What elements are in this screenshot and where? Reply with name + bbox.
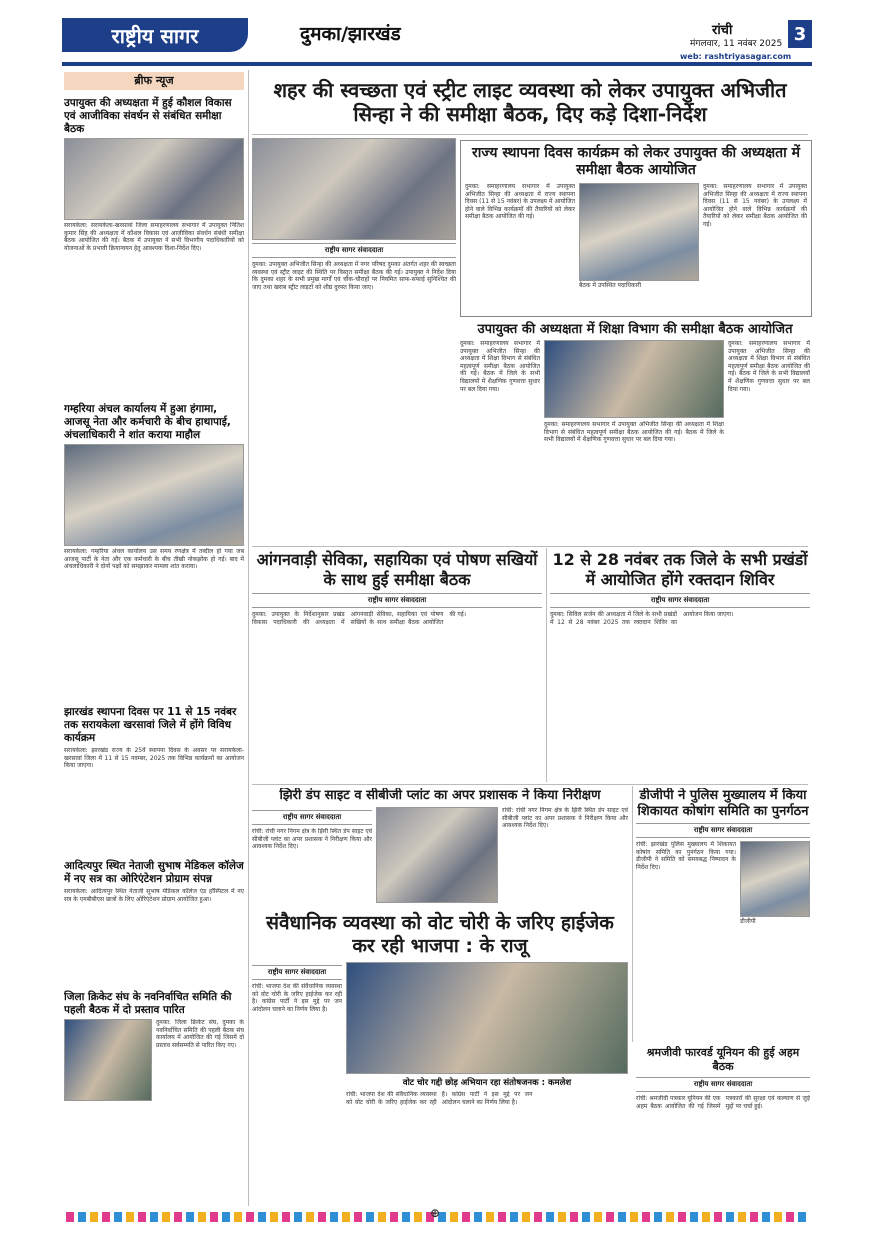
divider — [252, 546, 808, 547]
anganwadi-body: दुमका: उपायुक्त के निर्देशानुसार प्रखंड विकास पदाधिकारी की अध्यक्षता में आंगनवाड़ी सेविका, सहायिका एवं पोषण सखियों के साथ समीक्षा बैठक आयोजित की गई। — [252, 611, 466, 626]
vote-story — [252, 962, 628, 1206]
dgp-photo — [740, 841, 810, 917]
brief-headline: झारखंड स्थापना दिवस पर 11 से 15 नवंबर तक सरायकेला खरसावां जिले में होंगे विविध कार्यक्रम — [64, 706, 237, 744]
dump-body-cont: रांची: रांची नगर निगम क्षेत्र के झिरी स्थित डंप साइट एवं सीबीजी प्लांट का अपर प्रशासक ने निरीक्षण किया और आवश्यक निर्देश दिए। — [502, 807, 628, 830]
union-body: रांची: श्रमजीवी पत्रकार यूनियन की एक अहम बैठक आयोजित की गई जिसमें पत्रकारों की सुरक्षा एवं कल्याण से जुड़े मुद्दों पर चर्चा हुई। — [636, 1095, 810, 1110]
vote-body-cont: रांची: भाजपा देश की संवैधानिक व्यवस्था को वोट चोरी के जरिए हाईजेक कर रही है। कांग्रेस पार्टी ने इस मुद्दे पर जन आंदोलन चलाने का निर्णय लिया है। — [346, 1091, 533, 1106]
education-body: दुमका: समाहरणालय सभागार में उपायुक्त अभिजीत सिन्हा की अध्यक्षता में शिक्षा विभाग से संबंधित महत्वपूर्ण समीक्षा बैठक आयोजित की गई। बैठक में जिले के सभी विद्यालयों में शैक्षणिक गुणवत्ता सुधार पर बल दिया गया। — [460, 340, 540, 393]
date-label: मंगलवार, 11 नवंबर 2025 — [690, 39, 783, 49]
city-label: रांची — [712, 23, 733, 38]
anganwadi-story — [252, 550, 542, 780]
masthead-rule — [62, 62, 812, 66]
brief-photo — [64, 138, 244, 220]
registration-mark-icon: ⊕ — [430, 1206, 441, 1220]
byline: राष्ट्रीय सागर संवाददाता — [252, 593, 542, 608]
education-body-cont: दुमका: समाहरणालय सभागार में उपायुक्त अभिजीत सिन्हा की अध्यक्षता में शिक्षा विभाग से संबंधित महत्वपूर्ण समीक्षा बैठक आयोजित की गई। बैठक में जिले के सभी विद्यालयों में शैक्षणिक गुणवत्ता सुधार पर बल दिया गया। — [544, 421, 724, 444]
foundation-story — [460, 140, 812, 317]
dgp-story — [636, 788, 810, 1044]
blood-story — [550, 550, 810, 780]
column-divider — [546, 548, 547, 782]
dgp-headline: डीजीपी ने पुलिस मुख्यालय में किया शिकायत कोषांग समिति का पुनर्गठन — [637, 788, 809, 819]
brief-column — [64, 94, 244, 1206]
brief-headline: उपायुक्त की अध्यक्षता में हुई कौशल विकास एवं आजीविका संवर्धन से संबंधित समीक्षा बैठक — [64, 97, 232, 135]
vote-body: रांची: भाजपा देश की संवैधानिक व्यवस्था को वोट चोरी के जरिए हाईजेक कर रही है। कांग्रेस पार्टी ने इस मुद्दे पर जन आंदोलन चलाने का निर्णय लिया है। — [252, 983, 342, 1013]
education-body-side: दुमका: समाहरणालय सभागार में उपायुक्त अभिजीत सिन्हा की अध्यक्षता में शिक्षा विभाग से संबंधित महत्वपूर्ण समीक्षा बैठक आयोजित की गई। बैठक में जिले के सभी विद्यालयों में शैक्षणिक गुणवत्ता सुधार पर बल दिया गया। — [728, 340, 810, 393]
main-photo — [252, 138, 456, 240]
byline: राष्ट्रीय सागर संवाददाता — [252, 965, 342, 980]
website-link[interactable]: web: rashtriyasagar.com — [680, 52, 792, 61]
brief-body: सरायकेला: गम्हरिया अंचल कार्यालय उस समय रणक्षेत्र में तब्दील हो गया जब आजसू पार्टी के नेता और एक कर्मचारी के बीच तीखी नोकझोंक हो गई। बाद में अंचलाधिकारी ने दोनों पक्षों को समझाकर मामला शांत कराया। — [64, 548, 244, 571]
education-photo — [544, 340, 724, 418]
brief-headline: आदित्यपुर स्थित नेताजी सुभाष मेडिकल कॉलेज में नए सत्र का ओरिएंटेशन प्रोग्राम संपन्न — [64, 860, 244, 885]
dump-story — [252, 788, 628, 908]
brief-photo — [64, 1019, 152, 1101]
dump-body: रांची: रांची नगर निगम क्षेत्र के झिरी स्थित डंप साइट एवं सीबीजी प्लांट का अपर प्रशासक ने निरीक्षण किया और आवश्यक निर्देश दिए। — [252, 828, 372, 851]
divider — [252, 134, 808, 135]
foundation-body-cont: दुमका: समाहरणालय सभागार में उपायुक्त अभिजीत सिन्हा की अध्यक्षता में राज्य स्थापना दिवस (11 से 15 नवंबर) के उपलक्ष्य में आयोजित होने वाले विभिन्न कार्यक्रमों की तैयारियों को लेकर समीक्षा बैठक आयोजित की गई। — [703, 183, 807, 228]
photo-caption: बैठक में उपस्थित पदाधिकारी — [579, 282, 642, 289]
blood-headline: 12 से 28 नवंबर तक जिले के सभी प्रखंडों में आयोजित होंगे रक्तदान शिविर — [552, 550, 808, 589]
union-story — [636, 1046, 810, 1206]
photo-caption: डीजीपी — [740, 918, 756, 925]
brand-logo: राष्ट्रीय सागर — [62, 18, 248, 52]
main-headline: शहर की स्वच्छता एवं स्ट्रीट लाइट व्यवस्था को लेकर उपायुक्त अभिजीत सिन्हा ने की समीक्षा बैठक, दिए कड़े दिशा-निर्देश — [273, 78, 787, 126]
foundation-headline: राज्य स्थापना दिवस कार्यक्रम को लेकर उपायुक्त की अध्यक्षता में समीक्षा बैठक आयोजित — [471, 145, 801, 178]
foundation-photo — [579, 183, 699, 281]
main-story — [252, 138, 456, 544]
divider — [252, 784, 808, 785]
column-divider — [248, 70, 249, 1206]
brief-photo — [64, 444, 244, 546]
byline: राष्ट्रीय सागर संवाददाता — [252, 810, 372, 825]
brief-body: सरायकेला: आदित्यपुर स्थित नेताजी सुभाष मेडिकल कॉलेज एंड हॉस्पिटल में नए सत्र के एमबीबीएस छात्रों के लिए ओरिएंटेशन प्रोग्राम आयोजित हुआ। — [64, 888, 244, 903]
brief-body: सरायकेला: सरायकेला-खरसावां जिला समाहरणालय सभागार में उपायुक्त नितिश कुमार सिंह की अध्यक्षता में कौशल विकास एवं आजीविका संवर्धन संबंधी समीक्षा बैठक आयोजित की गई। बैठक में उपायुक्त ने सभी विभागीय पदाधिकारियों को योजनाओं के प्रभावी क्रियान्वयन हेतु आवश्यक दिशा-निर्देश दिए। — [64, 222, 244, 252]
byline: राष्ट्रीय सागर संवाददाता — [252, 243, 456, 258]
vote-subheadline: वोट चोर गद्दी छोड़ अभियान रहा संतोषजनक : कमलेश — [402, 1078, 572, 1088]
dump-photo — [376, 807, 498, 903]
brief-body: दुमका: जिला क्रिकेट संघ, दुमका के नवनिर्वाचित समिति की पहली बैठक संघ कार्यालय में आयोजित की गई जिसमें दो प्रस्ताव सर्वसम्मति से पारित किए गए। — [156, 1019, 244, 1049]
brief-body: सरायकेला: झारखंड राज्य के 25वें स्थापना दिवस के अवसर पर सरायकेला-खरसावां जिला में 11 से 15 नवम्बर, 2025 तक विभिन्न कार्यक्रमों का आयोजन किया जाएगा। — [64, 747, 244, 770]
vote-headline: संवैधानिक व्यवस्था को वोट चोरी के जरिए हाईजेक कर रही भाजपा : के राजू — [266, 912, 614, 957]
blood-body: दुमका: सिविल सर्जन की अध्यक्षता में जिले के सभी प्रखंडों में 12 से 28 नवंबर 2025 तक रक्तदान शिविर का आयोजन किया जाएगा। — [550, 611, 734, 626]
byline: राष्ट्रीय सागर संवाददाता — [636, 823, 810, 838]
education-story — [460, 320, 810, 544]
foundation-body: दुमका: समाहरणालय सभागार में उपायुक्त अभिजीत सिन्हा की अध्यक्षता में राज्य स्थापना दिवस (11 से 15 नवंबर) के उपलक्ष्य में आयोजित होने वाले विभिन्न कार्यक्रमों की तैयारियों को लेकर समीक्षा बैठक आयोजित की गई। — [465, 183, 575, 221]
dgp-body: रांची: झारखंड पुलिस मुख्यालय में शिकायत कोषांग समिति का पुनर्गठन किया गया। डीजीपी ने समिति को समयबद्ध निष्पादन के निर्देश दिए। — [636, 841, 736, 871]
anganwadi-headline: आंगनवाड़ी सेविका, सहायिका एवं पोषण सखियों के साथ हुई समीक्षा बैठक — [256, 550, 538, 589]
education-headline: उपायुक्त की अध्यक्षता में शिक्षा विभाग की समीक्षा बैठक आयोजित — [477, 322, 793, 337]
edition-title: दुमका/झारखंड — [300, 23, 401, 45]
page-number: 3 — [788, 20, 812, 48]
brief-headline: गम्हरिया अंचल कार्यालय में हुआ हंगामा, आजसू नेता और कर्मचारी के बीच हाथापाई, अंचलाधिकारी ने शांत कराया माहौल — [64, 403, 231, 441]
brief-headline: जिला क्रिकेट संघ के नवनिर्वाचित समिति की पहली बैठक में दो प्रस्ताव पारित — [64, 991, 232, 1016]
union-headline: श्रमजीवी फारवर्ड यूनियन की हुई अहम बैठक — [646, 1046, 800, 1073]
byline: राष्ट्रीय सागर संवाददाता — [550, 593, 810, 608]
main-body: दुमका: उपायुक्त अभिजीत सिन्हा की अध्यक्षता में नगर परिषद दुमका अंतर्गत शहर की स्वच्छता व्यवस्था एवं स्ट्रीट लाइट की स्थिति पर विस्तृत समीक्षा बैठक की गई। उपायुक्त ने निर्देश दिया कि दुमका शहर के सभी प्रमुख मार्गों एवं चौक-चौराहों पर नियमित साफ-सफाई सुनिश्चित की जाए तथा खराब स्ट्रीट लाइटों को शीघ्र दुरुस्त किया जाए। — [252, 261, 456, 291]
brief-news-header: ब्रीफ न्यूज — [64, 72, 244, 90]
dump-headline: झिरी डंप साइट व सीबीजी प्लांट का अपर प्रशासक ने किया निरीक्षण — [279, 788, 601, 803]
vote-photo — [346, 962, 628, 1074]
column-divider — [632, 786, 633, 1042]
byline: राष्ट्रीय सागर संवाददाता — [636, 1077, 810, 1092]
